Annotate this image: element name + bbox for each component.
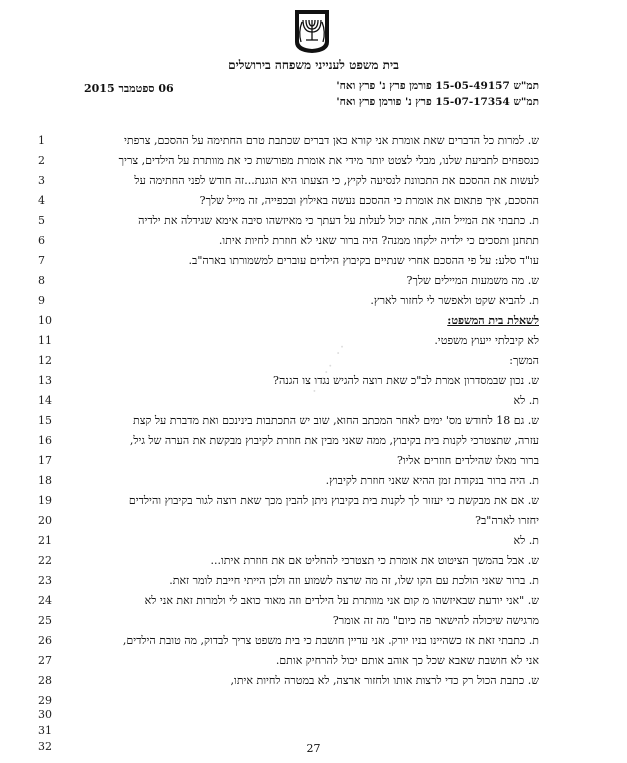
- line-number: 13: [38, 374, 52, 387]
- transcript-line: [0, 374, 627, 394]
- transcript-line: [0, 434, 627, 454]
- line-number: 8: [38, 274, 45, 287]
- line-number: 1: [38, 134, 45, 147]
- line-text: ש. גם 18 לחודש מס' ימים לאחר המכתב החוא, שוב יש התכתבות בינינכם ואת מדברת על קצת: [133, 414, 539, 427]
- transcript-line: [0, 234, 627, 254]
- line-text: ש. מה משמעות המיילים שלך?: [406, 274, 539, 287]
- line-text: עו"ד סלע: על פי ההסכם אחרי שנתיים בקיבוץ הילדים עוברים למשמורתו בארה"ב.: [188, 254, 539, 267]
- page-number: 27: [306, 742, 321, 755]
- line-number: 32: [38, 740, 52, 753]
- transcript-line: [0, 314, 627, 334]
- line-text: מרגישה שיכולה להישאר פה כיום" מה זה אומר?: [332, 614, 539, 627]
- line-number: 9: [38, 294, 45, 307]
- transcript-line: [0, 194, 627, 214]
- line-text: ש. אם את מבקשת כי יעזור לך לקנות בית בקיבוץ ניתן להבין מכך שאת רוצה לגור בקיבוץ והילדים: [128, 494, 539, 507]
- line-number: 11: [38, 334, 52, 347]
- transcript-line: [0, 414, 627, 434]
- state-emblem-icon: [292, 8, 332, 54]
- transcript-line: [0, 394, 627, 414]
- line-number: 19: [38, 494, 52, 507]
- line-text: ש. "אני יודעת שבאיזשהו מ קום אני מוותרת על הילדים וזה מאוד כואב לי ולמרות זאת אני לא: [144, 594, 539, 607]
- transcript-line: [0, 554, 627, 574]
- line-number: 26: [38, 634, 52, 647]
- transcript-line: [0, 674, 627, 694]
- line-text: ת. כתבתי זאת אז כשהיינו בניו יורק. אני עדיין חושבת כי בית משפט צריך לבדוק, מה טובת הילדים,: [122, 634, 539, 647]
- line-text: עזרה, שתצטרכי לקנות בית בקיבוץ, ממה שאני מבין את חוזרת לקיבוץ מבקשת את הערה של גיל,: [129, 434, 539, 447]
- line-text: ההסכם, איך פתאום את אומרת כי ההסכם נעשה באילוץ ובכפייה, זה מייל שלך?: [199, 194, 539, 207]
- line-number: 18: [38, 474, 52, 487]
- line-number: 3: [38, 174, 45, 187]
- line-number: 28: [38, 674, 52, 687]
- line-text: תתחנן ותסכים כי ילדיה ילקחו ממנה? היה ברור שאני לא חוזרת לחיות איתו.: [218, 234, 539, 247]
- line-number: 25: [38, 614, 52, 627]
- line-text: ברור מאלו שהילדים חוזרים אליו?: [396, 454, 539, 467]
- line-text: כנספחים לתביעת שלנו, מבלי לצטט יותר מידי את אומרת מפורשות כי את מוותרת על הילדים, צריך: [118, 154, 539, 167]
- transcript-line: [0, 294, 627, 314]
- line-text: ש. למרות כל הדברים שאת אומרת אני קורא כאן דברים שכתבת טרם החתימה על ההסכם, צרפתי: [124, 134, 539, 147]
- line-text: ת. לא: [513, 534, 539, 547]
- line-number: 16: [38, 434, 52, 447]
- line-number: 21: [38, 534, 52, 547]
- transcript-line: [0, 634, 627, 654]
- transcript-line: [0, 334, 627, 354]
- line-text: ש. נכון שבמסדרון אמרת לב"כ שאת רוצה להגיש נגדו צו הגנה?: [273, 374, 539, 387]
- transcript-line: [0, 474, 627, 494]
- line-number: 29: [38, 694, 52, 707]
- line-text: ת. היה ברור בנקודת זמן ההיא שאני חוזרת לקיבוץ.: [325, 474, 539, 487]
- transcript-line: [0, 454, 627, 474]
- line-number: 20: [38, 514, 52, 527]
- line-text: לא קיבלתי ייעוץ משפטי.: [434, 334, 539, 347]
- transcript-line: [0, 174, 627, 194]
- transcript-line: [0, 254, 627, 274]
- transcript-line: [0, 724, 627, 744]
- line-number: 30: [38, 708, 52, 721]
- line-text: ש. כתבת הכול רק כדי לרצות אותו ולחזור ארצה, לא במטרה לחיות איתו,: [230, 674, 539, 687]
- line-number: 4: [38, 194, 45, 207]
- line-number: 5: [38, 214, 45, 227]
- transcript-line: [0, 214, 627, 234]
- line-number: 27: [38, 654, 52, 667]
- transcript-line: [0, 494, 627, 514]
- line-number: 22: [38, 554, 52, 567]
- case-number-2: תמ"ש 15-07-17354 פרץ נ' פורמן פרץ ואח': [336, 96, 539, 108]
- line-number: 2: [38, 154, 45, 167]
- document-date: 06 ספטמבר 2015: [84, 82, 174, 95]
- line-text: לשאלת בית המשפט:: [447, 314, 539, 327]
- line-number: 23: [38, 574, 52, 587]
- transcript-line: [0, 354, 627, 374]
- line-number: 7: [38, 254, 45, 267]
- transcript-line: [0, 534, 627, 554]
- court-name: בית משפט לענייני משפחה בירושלים: [228, 58, 399, 72]
- line-text: ש. אבל בהמשך הציטוט את אומרת כי תצטרכי להחליט אם את חוזרת איתו...: [210, 554, 539, 567]
- line-text: אני לא חושבת שאבא שכל כך אוהב אותם יכול להרחיק אותם.: [275, 654, 539, 667]
- line-text: לעשות את ההסכם את התכוונת לנסיעה לקיץ, כי הצעתו היא הוגנת...זה חודש לפני החתימה על: [134, 174, 539, 187]
- transcript-line: [0, 594, 627, 614]
- line-text: ת. ברור שאני הולכת עם הקו שלו, זה מה שרצה לשמוע וזה ולכן הייתי חייבת לומר זאת.: [169, 574, 539, 587]
- line-number: 24: [38, 594, 52, 607]
- transcript-line: [0, 134, 627, 154]
- line-text: ת. להביא שקט ולאפשר לי לחזור לארץ.: [370, 294, 539, 307]
- transcript-line: [0, 574, 627, 594]
- line-number: 14: [38, 394, 52, 407]
- case-number-1: תמ"ש 15-05-49157 פורמן פרץ נ' פרץ ואח': [336, 80, 539, 92]
- line-number: 6: [38, 234, 45, 247]
- line-number: 15: [38, 414, 52, 427]
- faint-watermark: ·· ··· ·: [307, 338, 353, 398]
- line-text: יחזרו לארה"ב?: [475, 514, 539, 527]
- transcript-line: [0, 514, 627, 534]
- line-number: 17: [38, 454, 52, 467]
- line-number: 12: [38, 354, 52, 367]
- transcript-line: [0, 154, 627, 174]
- transcript-line: [0, 274, 627, 294]
- transcript-line: [0, 654, 627, 674]
- line-number: 31: [38, 724, 52, 737]
- line-number: 10: [38, 314, 52, 327]
- line-text: המשך:: [509, 354, 539, 367]
- line-text: ת. לא: [513, 394, 539, 407]
- line-text: ת. כתבתי את המייל הזה, אתה יכול לעלות על דעתך כי מאיזשהו סיבה אימא שגידלה את ילדיה: [138, 214, 539, 227]
- transcript-line: [0, 614, 627, 634]
